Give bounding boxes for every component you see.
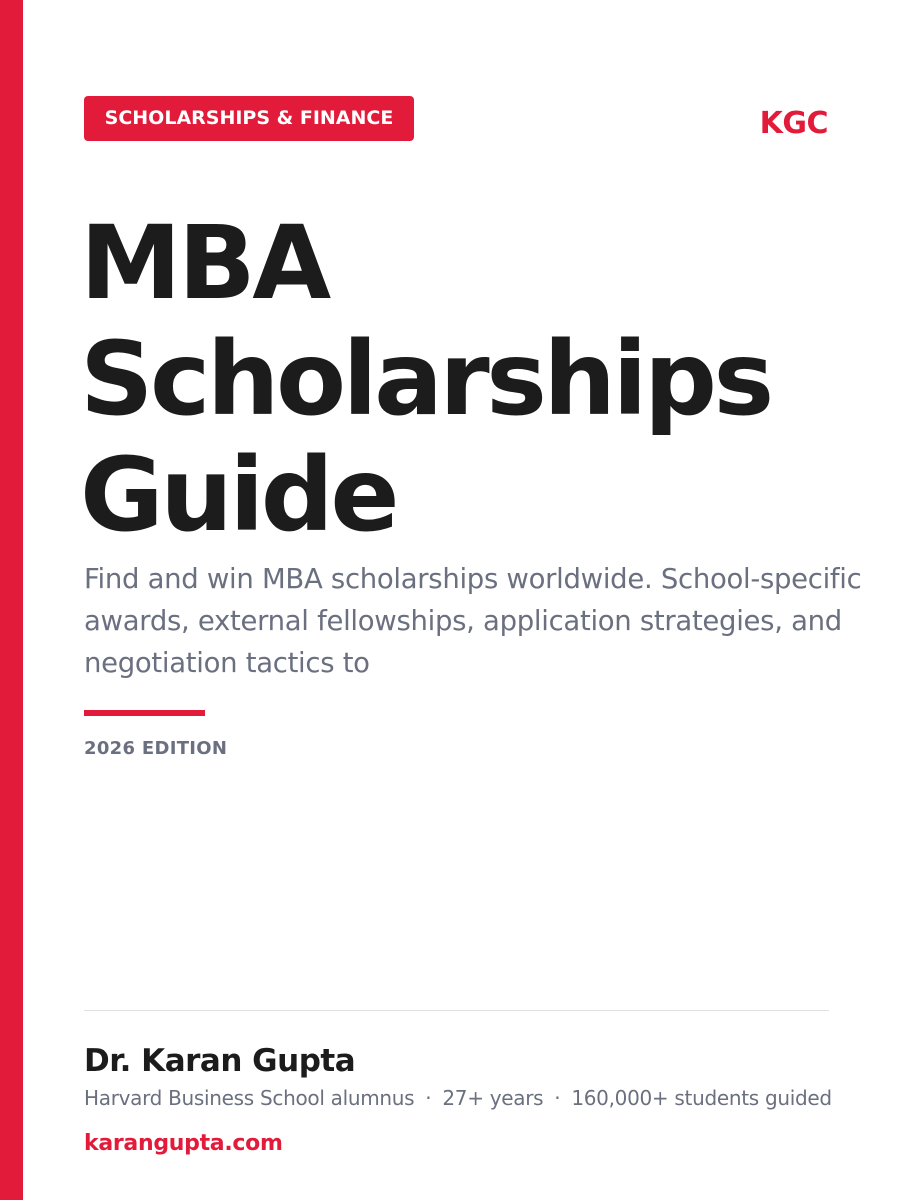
credential-alumnus: Harvard Business School alumnus xyxy=(84,1086,415,1110)
page-title xyxy=(80,206,771,554)
credential-students: 160,000+ students guided xyxy=(571,1086,832,1110)
title-line: MBA xyxy=(80,204,328,323)
credential-separator: · xyxy=(425,1086,432,1110)
author-credentials xyxy=(84,1084,832,1112)
credential-separator: · xyxy=(554,1086,561,1110)
credential-experience: 27+ years xyxy=(442,1086,544,1110)
title-line: Scholarships xyxy=(80,320,771,439)
category-badge: SCHOLARSHIPS & FINANCE xyxy=(84,96,414,141)
title-line: Guide xyxy=(80,436,396,555)
accent-rule xyxy=(84,710,205,716)
edition-label: 2026 EDITION xyxy=(84,738,228,759)
side-accent-bar xyxy=(0,0,23,1200)
author-name: Dr. Karan Gupta xyxy=(84,1043,356,1079)
website-link[interactable]: karangupta.com xyxy=(84,1131,283,1156)
footer-divider xyxy=(84,1010,829,1011)
brand-logo: KGC xyxy=(759,106,828,141)
subtitle: Find and win MBA scholarships worldwide. School-specific awards, external fellowships, application strategies, and negotiation tactics to xyxy=(84,563,862,679)
